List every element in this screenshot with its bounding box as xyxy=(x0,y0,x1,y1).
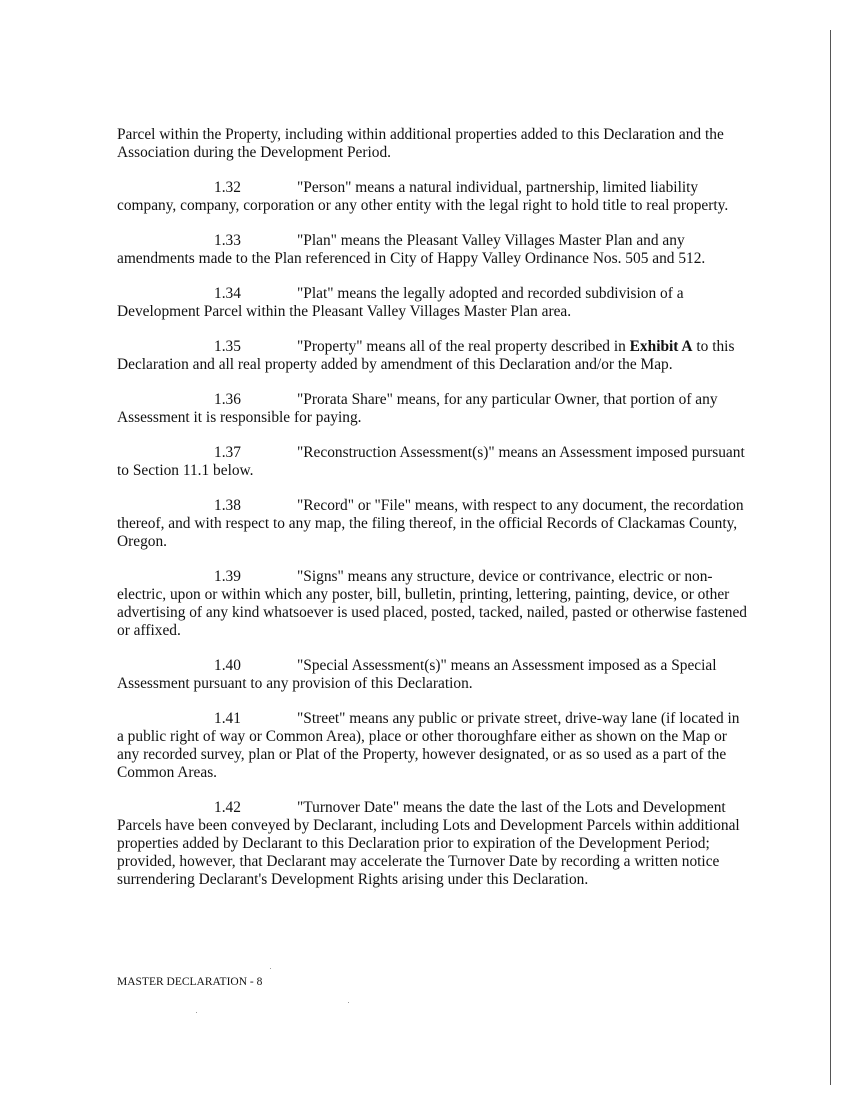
exhibit-reference: Exhibit A xyxy=(629,338,693,355)
definition-text: "Property" means all of the real property described in xyxy=(297,338,630,355)
section-number: 1.34 xyxy=(214,285,241,302)
document-page xyxy=(117,126,747,906)
section-number: 1.38 xyxy=(214,497,241,514)
definition-1-42 xyxy=(117,799,747,889)
scan-speck xyxy=(196,1012,197,1013)
definition-text: "Record" or "File" means, with respect to any document, the recordation thereof, and with respect to any map, the filing thereof, in the official Records of Clackamas County, Oregon. xyxy=(117,497,744,550)
section-number: 1.41 xyxy=(214,710,241,727)
section-number: 1.35 xyxy=(214,338,241,355)
definition-text: "Person" means a natural individual, partnership, limited liability company, company, corporation or any other entity with the legal right to hold title to real property. xyxy=(117,179,729,214)
definition-1-39 xyxy=(117,568,747,640)
scan-speck xyxy=(348,1002,349,1003)
definition-1-36 xyxy=(117,391,747,427)
section-number: 1.33 xyxy=(214,232,241,249)
definition-text: "Prorata Share" means, for any particular Owner, that portion of any Assessment it is responsible for paying. xyxy=(117,391,718,426)
section-number: 1.40 xyxy=(214,657,241,674)
section-number: 1.39 xyxy=(214,568,241,585)
definition-text: "Plat" means the legally adopted and recorded subdivision of a Development Parcel within the Pleasant Valley Villages Master Plan area. xyxy=(117,285,684,320)
section-number: 1.42 xyxy=(214,799,241,816)
intro-paragraph: Parcel within the Property, including within additional properties added to this Declaration and the Association during the Development Period. xyxy=(117,126,724,161)
definition-text: "Turnover Date" means the date the last of the Lots and Development Parcels have been conveyed by Declarant, including Lots and Development Parcels within additional properties added by Declarant to this Declaration prior to expiration of the Development Period; provided, however, that Declarant may accelerate the Turnover Date by recording a written notice surrendering Declarant's Development Rights arising under this Declaration. xyxy=(117,799,740,888)
section-number: 1.37 xyxy=(214,444,241,461)
definition-1-37 xyxy=(117,444,747,480)
scan-speck xyxy=(270,968,271,969)
definition-1-35 xyxy=(117,338,747,374)
definition-text-continued: to this Declaration and all real property added by amendment of this Declaration and/or the Map. xyxy=(117,338,735,373)
definition-1-33 xyxy=(117,232,747,268)
definition-1-41 xyxy=(117,710,747,782)
definition-1-40 xyxy=(117,657,747,693)
section-number: 1.32 xyxy=(214,179,241,196)
definition-text: "Signs" means any structure, device or contrivance, electric or non-electric, upon or within which any poster, bill, bulletin, printing, lettering, painting, device, or other advertising of any kind whatsoever is used placed, posted, tacked, nailed, pasted or otherwise fastened or affixed. xyxy=(117,568,747,639)
definition-text: "Street" means any public or private street, drive-way lane (if located in a public right of way or Common Area), place or other thoroughfare either as shown on the Map or any recorded survey, plan or Plat of the Property, however designated, or as so used as a part of the Common Areas. xyxy=(117,710,740,781)
page-footer: MASTER DECLARATION - 8 xyxy=(117,976,263,988)
section-number: 1.36 xyxy=(214,391,241,408)
definition-1-38 xyxy=(117,497,747,551)
definition-text: "Plan" means the Pleasant Valley Villages Master Plan and any amendments made to the Plan referenced in City of Happy Valley Ordinance Nos. 505 and 512. xyxy=(117,232,706,267)
scan-edge-line xyxy=(830,30,831,1085)
definition-text: "Special Assessment(s)" means an Assessment imposed as a Special Assessment pursuant to any provision of this Declaration. xyxy=(117,657,717,692)
definition-1-34 xyxy=(117,285,747,321)
definition-1-32 xyxy=(117,179,747,215)
definition-text: "Reconstruction Assessment(s)" means an Assessment imposed pursuant to Section 11.1 below. xyxy=(117,444,745,479)
